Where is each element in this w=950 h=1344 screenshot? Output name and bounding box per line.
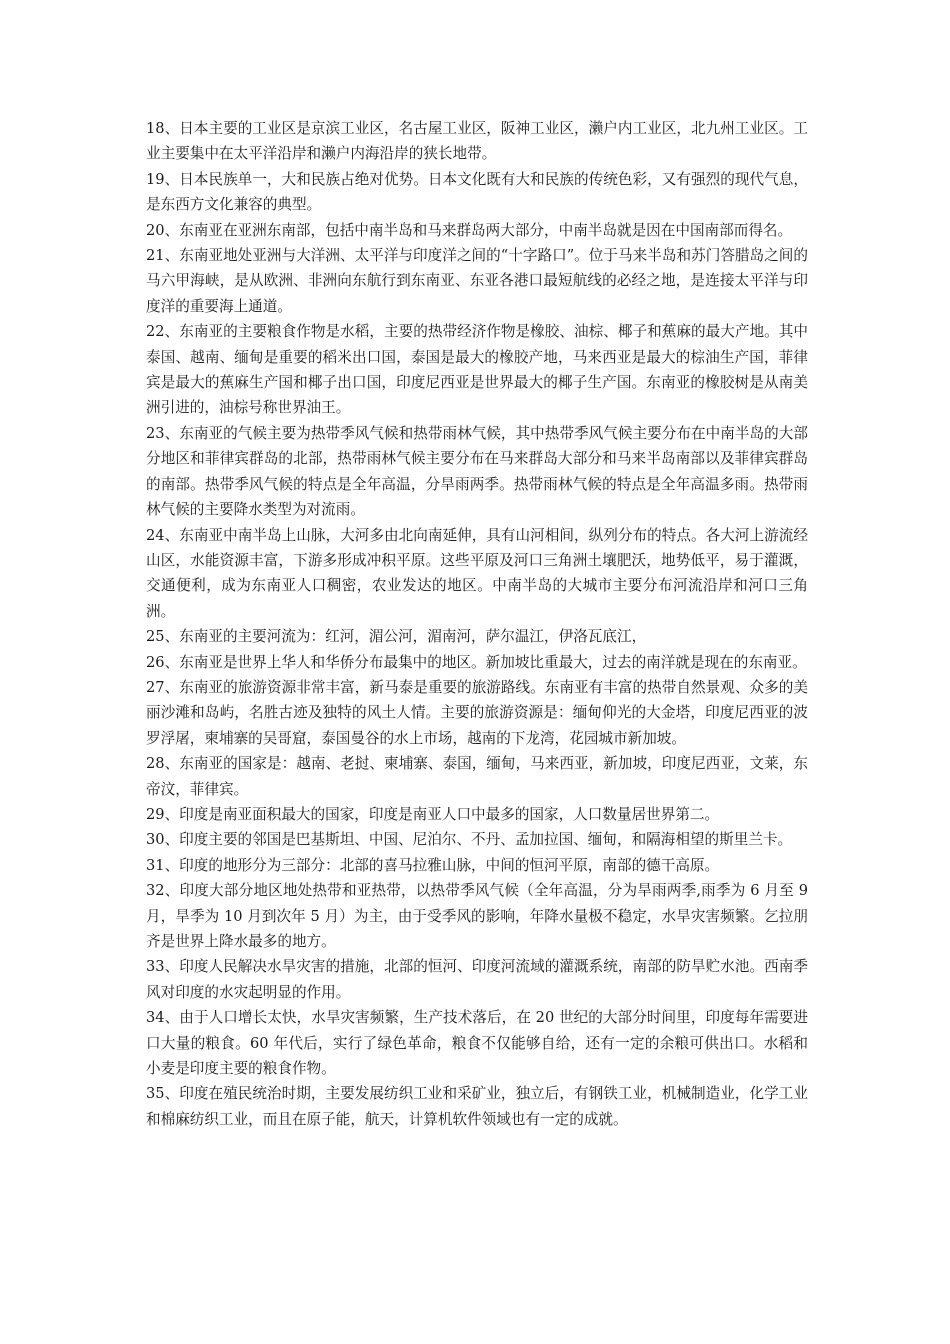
document-body [146, 116, 808, 1132]
paragraph-19: 19、日本民族单一，大和民族占绝对优势。日本文化既有大和民族的传统色彩，又有强烈的现代气息，是东西方文化兼容的典型。 [146, 170, 808, 214]
paragraph-32: 32、印度大部分地区地处热带和亚热带，以热带季风气候（全年高温，分为旱雨两季,雨季为 6 月至 9 月，旱季为 10 月到次年 5 月）为主，由于受季风的影响，年降水量极不稳定，水旱灾害频繁。乞拉朋齐是世界上降水最多的地方。 [146, 882, 808, 950]
paragraph-26: 26、东南亚是世界上华人和华侨分布最集中的地区。新加坡比重最大，过去的南洋就是现在的东南亚。 [146, 653, 807, 671]
paragraph-21: 21、东南亚地处亚洲与大洋洲、太平洋与印度洋之间的“十字路口”。位于马来半岛和苏门答腊岛之间的马六甲海峡，是从欧洲、非洲向东航行到东南亚、东亚各港口最短航线的必经之地，是连接太平洋与印度洋的重要海上通道。 [146, 247, 808, 315]
paragraph-18: 18、日本主要的工业区是京滨工业区，名古屋工业区，阪神工业区，濑户内工业区，北九州工业区。工业主要集中在太平洋沿岸和濑户内海沿岸的狭长地带。 [146, 120, 808, 163]
paragraph-35: 35、印度在殖民统治时期，主要发展纺织工业和采矿业，独立后，有钢铁工业，机械制造业，化学工业和棉麻纺织工业，而且在原子能，航天，计算机软件领域也有一定的成就。 [146, 1085, 808, 1128]
paragraph-34: 34、由于人口增长太快，水旱灾害频繁，生产技术落后，在 20 世纪的大部分时间里，印度每年需要进口大量的粮食。60 年代后，实行了绿色革命，粮食不仅能够自给，还有一定的余粮可供出口。水稻和小麦是印度主要的粮食作物。 [146, 1009, 808, 1078]
paragraph-30: 30、印度主要的邻国是巴基斯坦、中国、尼泊尔、不丹、孟加拉国、缅甸，和隔海相望的斯里兰卡。 [146, 831, 793, 849]
paragraph-27: 27、东南亚的旅游资源非常丰富，新马泰是重要的旅游路线。东南亚有丰富的热带自然景观、众多的美丽沙滩和岛屿，名胜古迹及独特的风土人情。主要的旅游资源是：缅甸仰光的大金塔，印度尼西亚的波罗浮屠，柬埔寨的吴哥窟，泰国曼谷的水上市场，越南的下龙湾，花园城市新加坡。 [146, 678, 808, 747]
paragraph-24: 24、东南亚中南半岛上山脉，大河多由北向南延伸，具有山河相间，纵列分布的特点。各大河上游流经山区，水能资源丰富，下游多形成冲积平原。这些平原及河口三角洲土壤肥沃，地势低平，易于灌溉，交通便利，成为东南亚人口稠密，农业发达的地区。中南半岛的大城市主要分布河流沿岸和河口三角洲。 [146, 526, 808, 620]
paragraph-20: 20、东南亚在亚洲东南部，包括中南半岛和马来群岛两大部分，中南半岛就是因在中国南部而得名。 [146, 221, 793, 239]
paragraph-25: 25、东南亚的主要河流为：红河，湄公河，湄南河，萨尔温江，伊洛瓦底江， [146, 628, 647, 646]
paragraph-23: 23、东南亚的气候主要为热带季风气候和热带雨林气候，其中热带季风气候主要分布在中南半岛的大部分地区和菲律宾群岛的北部，热带雨林气候主要分布在马来群岛大部分和马来半岛南部以及菲律宾群岛的南部。热带季风气候的特点是全年高温，分旱雨两季。热带雨林气候的特点是全年高温多雨。热带雨林气候的主要降水类型为对流雨。 [146, 424, 808, 519]
paragraph-28: 28、东南亚的国家是：越南、老挝、柬埔寨、泰国，缅甸，马来西亚，新加坡，印度尼西亚，文莱，东帝汶，菲律宾。 [146, 755, 808, 798]
paragraph-29: 29、印度是南亚面积最大的国家，印度是南亚人口中最多的国家，人口数量居世界第二。 [146, 805, 720, 823]
paragraph-22: 22、东南亚的主要粮食作物是水稻，主要的热带经济作物是橡胶、油棕、椰子和蕉麻的最大产地。其中泰国、越南、缅甸是重要的稻米出口国，泰国是最大的橡胶产地，马来西亚是最大的棕油生产国，菲律宾是最大的蕉麻生产国和椰子出口国，印度尼西亚是世界最大的椰子生产国。东南亚的橡胶树是从南美洲引进的，油棕号称世界油王。 [146, 323, 808, 417]
paragraph-31: 31、印度的地形分为三部分：北部的喜马拉雅山脉，中间的恒河平原，南部的德干高原。 [146, 856, 720, 874]
paragraph-33: 33、印度人民解决水旱灾害的措施，北部的恒河、印度河流域的灌溉系统，南部的防旱贮水池。西南季风对印度的水灾起明显的作用。 [146, 958, 808, 1001]
